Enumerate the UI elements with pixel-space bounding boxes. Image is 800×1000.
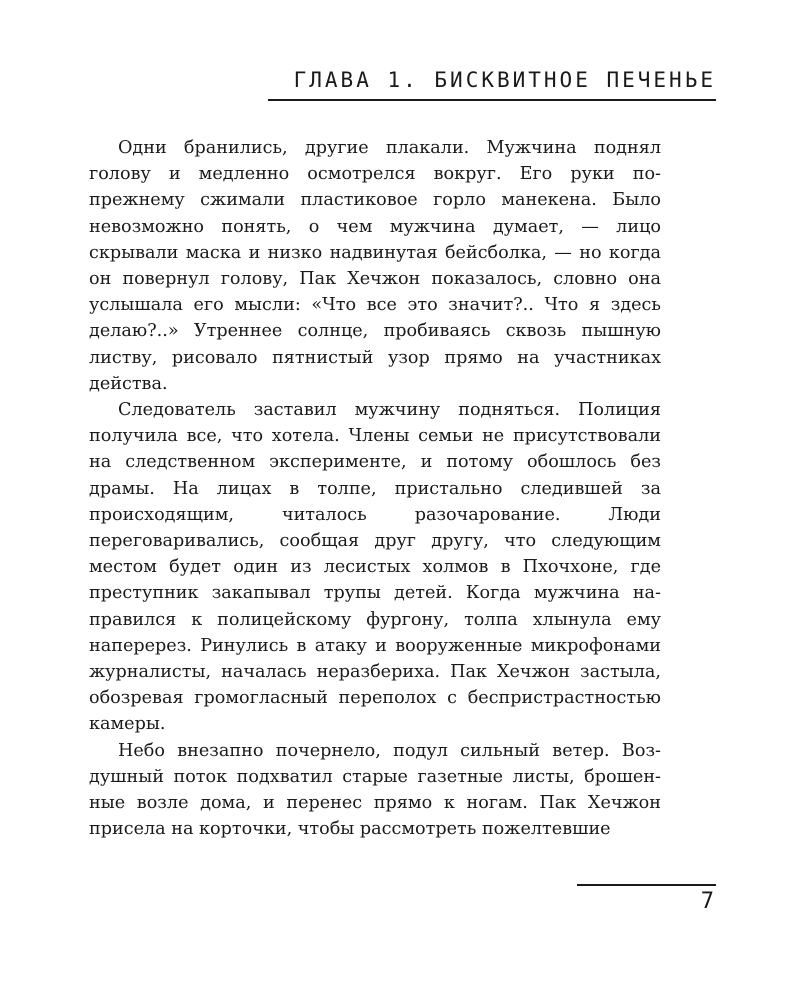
footer-rule — [577, 884, 716, 886]
chapter-title: ГЛАВА 1. БИСКВИТНОЕ ПЕЧЕНЬЕ — [293, 68, 716, 92]
paragraph-3: Небо внезапно почернело, подул сильный ветер. Воздушный поток подхватил старые газетные листы, брошенные возле дома, и перенес прямо к ногам. Пак Хечжон присела на корточки, чтобы рассмотреть пожелтевшие — [89, 740, 661, 840]
paragraph-2: Следователь заставил мужчину подняться. Полиция получила все, что хотела. Члены семьи не присутствовали на следственном эксперименте, и потому обошлось без драмы. На лицах в толпе, пристально следившей за происходящим, читалось разочарование. Люди переговаривались, сообщая друг другу, что следующим местом будет один из лесистых холмов в Пхочхоне, где преступник закапывал трупы детей. Когда мужчина направился к полицейскому фургону, толпа хлынула ему наперерез. Ринулись в атаку и вооруженные микрофонами журналисты, началась неразбериха. Пак Хечжон застыла, обозревая громогласный переполох с беспристрастностью камеры. — [89, 400, 661, 735]
page-number: 7 — [700, 889, 714, 914]
header-rule — [268, 99, 716, 101]
paragraph-1: Одни бранились, другие плакали. Мужчина поднял голову и медленно осмотрелся вокруг. Его руки попрежнему сжимали пластиковое горло манекена. Было невозможно понять, о чем мужчина думает, — лицо скрывали маска и низко надвинутая бейсболка, — но когда он повернул голову, Пак Хечжон показалось, словно она услышала его мысли: «Что все это значит?.. Что я здесь делаю?..» Утреннее солнце, пробиваясь сквозь пышную листву, рисовало пятнистый узор прямо на участниках действа. — [89, 138, 661, 394]
body-text — [89, 135, 661, 842]
